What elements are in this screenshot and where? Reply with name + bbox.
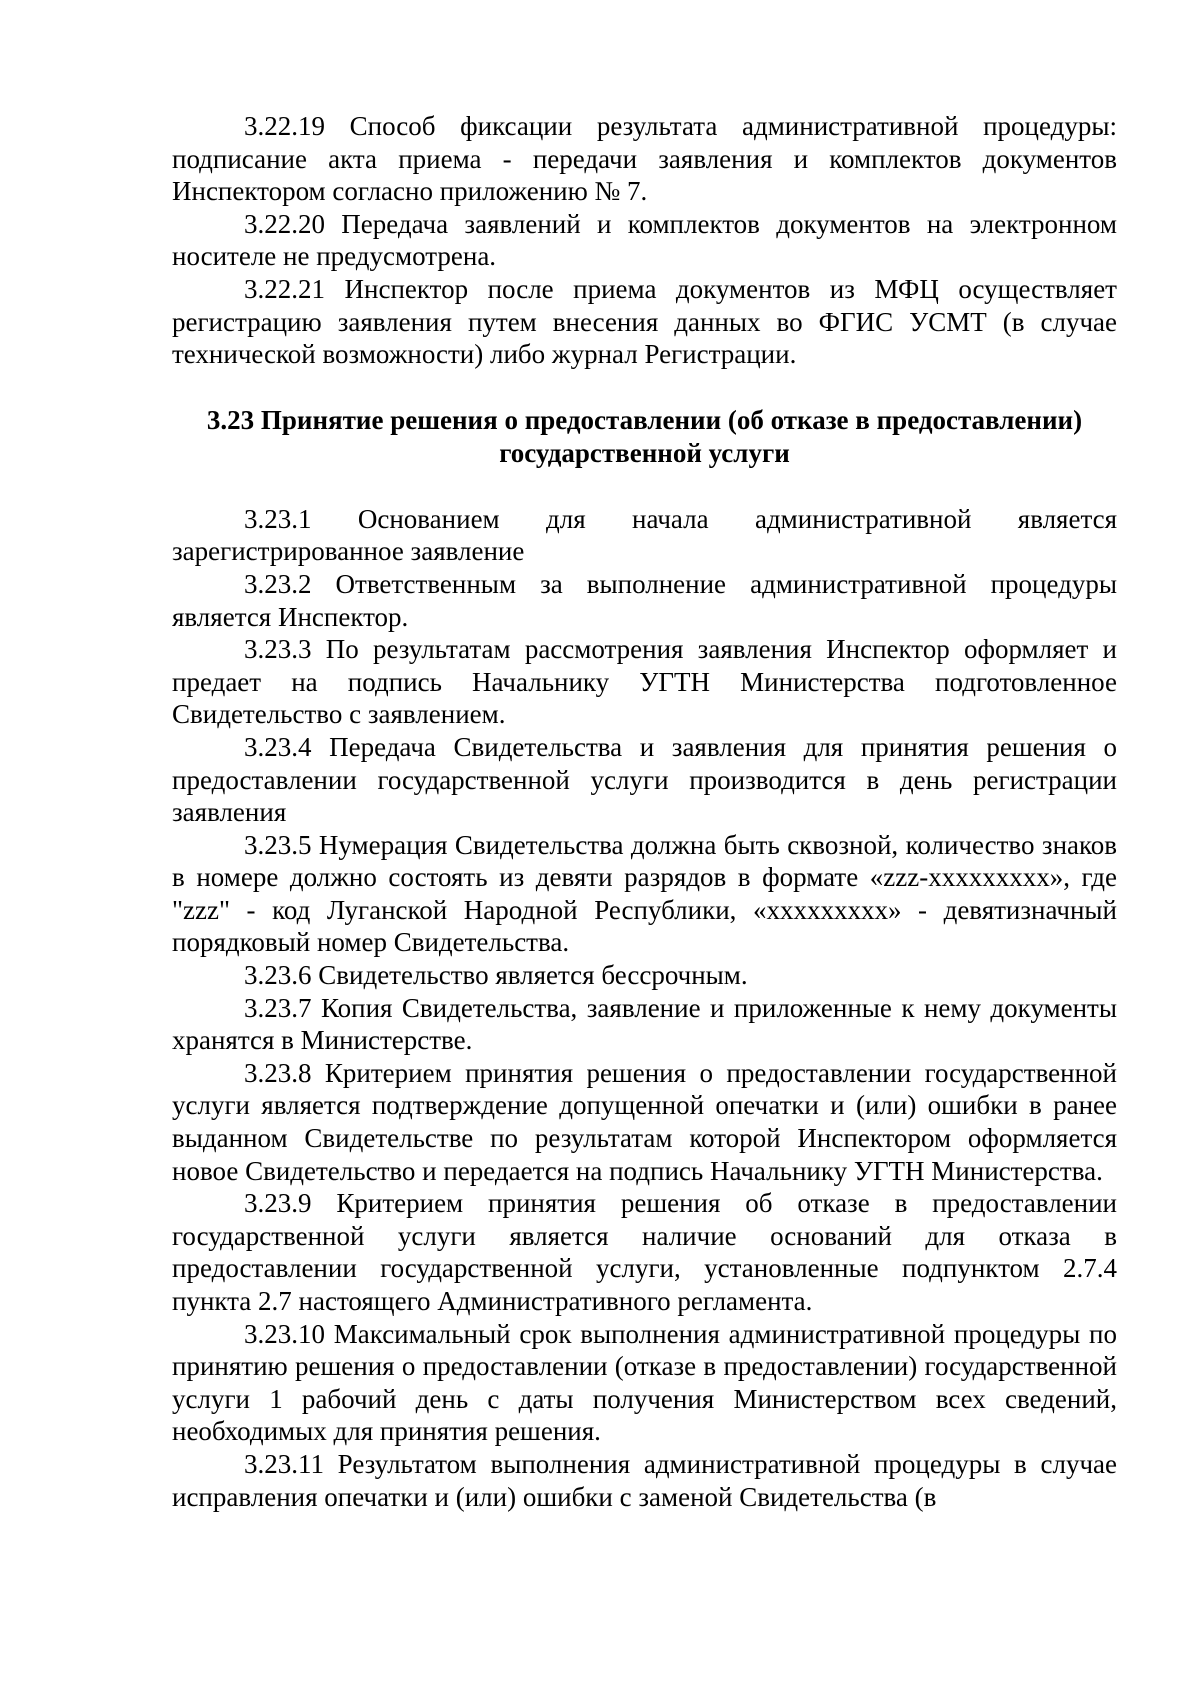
paragraph-3-23-2: 3.23.2 Ответственным за выполнение административной процедуры является Инспектор.: [172, 568, 1117, 632]
paragraph-3-23-6: 3.23.6 Свидетельство является бессрочным.: [244, 960, 748, 991]
paragraph-3-23-10: 3.23.10 Максимальный срок выполнения административной процедуры по принятию решения о предоставлении (отказе в предоставлении) государственной услуги 1 рабочий день с даты получения Министерством всех сведений, необходимых для принятия решения.: [172, 1318, 1117, 1447]
paragraph-3-23-4: 3.23.4 Передача Свидетельства и заявления для принятия решения о предоставлении государственной услуги производится в день регистрации заявления: [172, 731, 1117, 828]
section-heading-3-23: [172, 404, 1117, 470]
section-heading-line-1: 3.23 Принятие решения о предоставлении (об отказе в предоставлении): [206, 404, 1083, 435]
document-page: [172, 110, 1117, 1513]
paragraph-3-22-20: 3.22.20 Передача заявлений и комплектов документов на электронном носителе не предусмотрена.: [172, 208, 1117, 272]
paragraph-3-23-1: 3.23.1 Основанием для начала административной является зарегистрированное заявление: [172, 503, 1117, 567]
paragraph-3-23-9: 3.23.9 Критерием принятия решения об отказе в предоставлении государственной услуги является наличие оснований для отказа в предоставлении государственной услуги, установленные подпунктом 2.7.4 пункта 2.7 настоящего Административного регламента.: [172, 1188, 1117, 1316]
paragraph-3-23-7: 3.23.7 Копия Свидетельства, заявление и приложенные к нему документы хранятся в Министерстве.: [172, 992, 1117, 1056]
paragraph-3-23-11: 3.23.11 Результатом выполнения административной процедуры в случае исправления опечатки и (или) ошибки с заменой Свидетельства (в: [172, 1448, 1117, 1512]
paragraph-3-23-5: 3.23.5 Нумерация Свидетельства должна быть сквозной, количество знаков в номере должно состоять из девяти разрядов в формате «zzz-xxxxxxxxx», где "zzz" - код Луганской Народной Республики, «xxxxxxxxx» - девятизначный порядковый номер Свидетельства.: [172, 829, 1117, 958]
paragraph-3-22-19: 3.22.19 Способ фиксации результата административной процедуры: подписание акта приема - передачи заявления и комплектов документов Инспектором согласно приложению № 7.: [172, 111, 1117, 207]
paragraph-3-23-3: 3.23.3 По результатам рассмотрения заявления Инспектор оформляет и предает на подпись Начальнику УГТН Министерства подготовленное Свидетельство с заявлением.: [172, 634, 1117, 730]
paragraph-3-23-8: 3.23.8 Критерием принятия решения о предоставлении государственной услуги является подтверждение допущенной опечатки и (или) ошибки в ранее выданном Свидетельстве по результатам которой Инспектором оформляется новое Свидетельство и передается на подпись Начальнику УГТН Министерства.: [172, 1057, 1117, 1186]
section-heading-line-2: государственной услуги: [499, 437, 790, 468]
paragraph-3-22-21: 3.22.21 Инспектор после приема документов из МФЦ осуществляет регистрацию заявления путем внесения данных во ФГИС УСМТ (в случае технической возможности) либо журнал Регистрации.: [172, 273, 1117, 370]
